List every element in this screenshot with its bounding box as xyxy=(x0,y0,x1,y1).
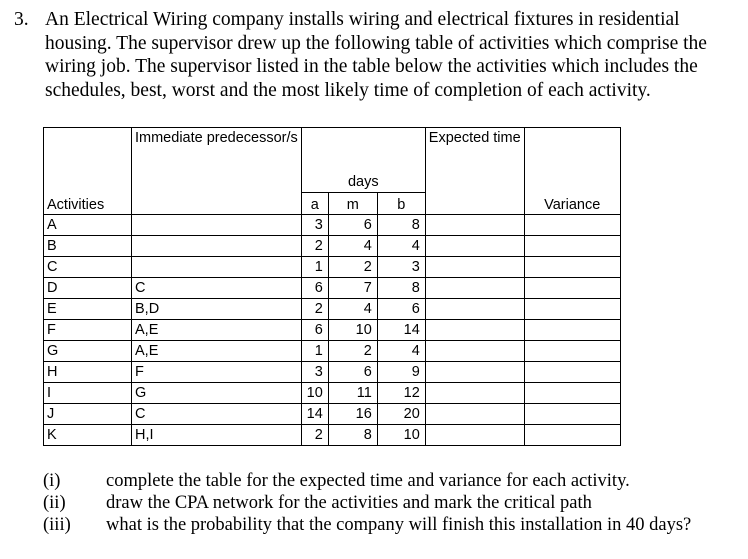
expected-time-header: Expected time xyxy=(425,128,524,193)
table-row xyxy=(44,425,621,446)
part-i xyxy=(43,470,743,492)
question-number: 3. xyxy=(14,9,29,30)
variance-cell xyxy=(524,278,620,299)
m-header: m xyxy=(328,193,377,215)
b-cell: 20 xyxy=(377,404,425,425)
activity-cell: H xyxy=(44,362,132,383)
predecessor-cell: A,E xyxy=(132,341,302,362)
variance-cell xyxy=(524,425,620,446)
b-cell: 12 xyxy=(377,383,425,404)
m-cell: 6 xyxy=(328,362,377,383)
table-row xyxy=(44,404,621,425)
question-parts xyxy=(43,470,743,536)
variance-header-top xyxy=(524,128,620,193)
part-ii xyxy=(43,492,743,514)
table-row xyxy=(44,236,621,257)
activity-cell: I xyxy=(44,383,132,404)
table-row xyxy=(44,320,621,341)
a-cell: 6 xyxy=(301,278,328,299)
variance-cell xyxy=(524,320,620,341)
activity-cell: K xyxy=(44,425,132,446)
predecessor-cell xyxy=(132,257,302,278)
m-cell: 10 xyxy=(328,320,377,341)
table-row xyxy=(44,299,621,320)
expected-time-cell xyxy=(425,404,524,425)
expected-time-cell xyxy=(425,341,524,362)
table-row xyxy=(44,215,621,236)
b-cell: 14 xyxy=(377,320,425,341)
b-cell: 10 xyxy=(377,425,425,446)
part-iii xyxy=(43,514,743,536)
predecessors-header-bottom xyxy=(132,193,302,215)
predecessor-cell: C xyxy=(132,404,302,425)
a-cell: 2 xyxy=(301,425,328,446)
activities-header-top xyxy=(44,128,132,193)
variance-header: Variance xyxy=(524,193,620,215)
predecessor-cell: A,E xyxy=(132,320,302,341)
b-cell: 3 xyxy=(377,257,425,278)
variance-cell xyxy=(524,299,620,320)
b-cell: 8 xyxy=(377,278,425,299)
a-cell: 2 xyxy=(301,299,328,320)
m-cell: 4 xyxy=(328,236,377,257)
variance-cell xyxy=(524,341,620,362)
expected-time-cell xyxy=(425,383,524,404)
predecessors-header: Immediate predecessor/s xyxy=(132,128,302,193)
question-text: An Electrical Wiring company installs wiring and electrical fixtures in residential housing. The supervisor drew up the following table of activities which comprise the wiring job. The supervisor listed in the table below the activities which includes the schedules, best, worst and the most likely time of completion of each activity. xyxy=(45,9,707,101)
m-cell: 8 xyxy=(328,425,377,446)
expected-time-cell xyxy=(425,320,524,341)
variance-cell xyxy=(524,257,620,278)
a-cell: 1 xyxy=(301,341,328,362)
part-ii-text: draw the CPA network for the activities and mark the critical path xyxy=(106,493,592,513)
part-iii-label: (iii) xyxy=(43,515,71,535)
activity-table xyxy=(43,127,621,446)
m-cell: 2 xyxy=(328,341,377,362)
activity-cell: C xyxy=(44,257,132,278)
expected-time-header-bottom xyxy=(425,193,524,215)
days-header: days xyxy=(301,128,425,193)
predecessor-cell: F xyxy=(132,362,302,383)
table-row xyxy=(44,341,621,362)
expected-time-cell xyxy=(425,362,524,383)
activity-cell: E xyxy=(44,299,132,320)
activity-cell: J xyxy=(44,404,132,425)
activity-cell: G xyxy=(44,341,132,362)
predecessor-cell xyxy=(132,236,302,257)
predecessor-cell: H,I xyxy=(132,425,302,446)
activity-rows xyxy=(44,215,621,446)
a-cell: 2 xyxy=(301,236,328,257)
table-row xyxy=(44,362,621,383)
m-cell: 4 xyxy=(328,299,377,320)
m-cell: 11 xyxy=(328,383,377,404)
expected-time-cell xyxy=(425,257,524,278)
part-i-text: complete the table for the expected time and variance for each activity. xyxy=(106,471,630,491)
table-row xyxy=(44,257,621,278)
expected-time-cell xyxy=(425,236,524,257)
variance-cell xyxy=(524,236,620,257)
part-i-label: (i) xyxy=(43,471,61,491)
predecessor-cell xyxy=(132,215,302,236)
b-header: b xyxy=(377,193,425,215)
m-cell: 16 xyxy=(328,404,377,425)
variance-cell xyxy=(524,404,620,425)
b-cell: 6 xyxy=(377,299,425,320)
b-cell: 4 xyxy=(377,236,425,257)
a-cell: 1 xyxy=(301,257,328,278)
expected-time-cell xyxy=(425,299,524,320)
predecessor-cell: C xyxy=(132,278,302,299)
a-cell: 14 xyxy=(301,404,328,425)
expected-time-cell xyxy=(425,215,524,236)
activities-header: Activities xyxy=(44,193,132,215)
expected-time-cell xyxy=(425,278,524,299)
activity-cell: D xyxy=(44,278,132,299)
predecessor-cell: G xyxy=(132,383,302,404)
a-cell: 3 xyxy=(301,215,328,236)
b-cell: 8 xyxy=(377,215,425,236)
m-cell: 7 xyxy=(328,278,377,299)
a-cell: 10 xyxy=(301,383,328,404)
variance-cell xyxy=(524,215,620,236)
m-cell: 2 xyxy=(328,257,377,278)
b-cell: 4 xyxy=(377,341,425,362)
a-cell: 3 xyxy=(301,362,328,383)
part-iii-text: what is the probability that the company will finish this installation in 40 days? xyxy=(106,515,692,535)
predecessor-cell: B,D xyxy=(132,299,302,320)
variance-cell xyxy=(524,383,620,404)
a-cell: 6 xyxy=(301,320,328,341)
b-cell: 9 xyxy=(377,362,425,383)
table-row xyxy=(44,383,621,404)
m-cell: 6 xyxy=(328,215,377,236)
activity-cell: B xyxy=(44,236,132,257)
part-ii-label: (ii) xyxy=(43,493,66,513)
variance-cell xyxy=(524,362,620,383)
a-header: a xyxy=(301,193,328,215)
table-row xyxy=(44,278,621,299)
activity-cell: F xyxy=(44,320,132,341)
expected-time-cell xyxy=(425,425,524,446)
activity-cell: A xyxy=(44,215,132,236)
